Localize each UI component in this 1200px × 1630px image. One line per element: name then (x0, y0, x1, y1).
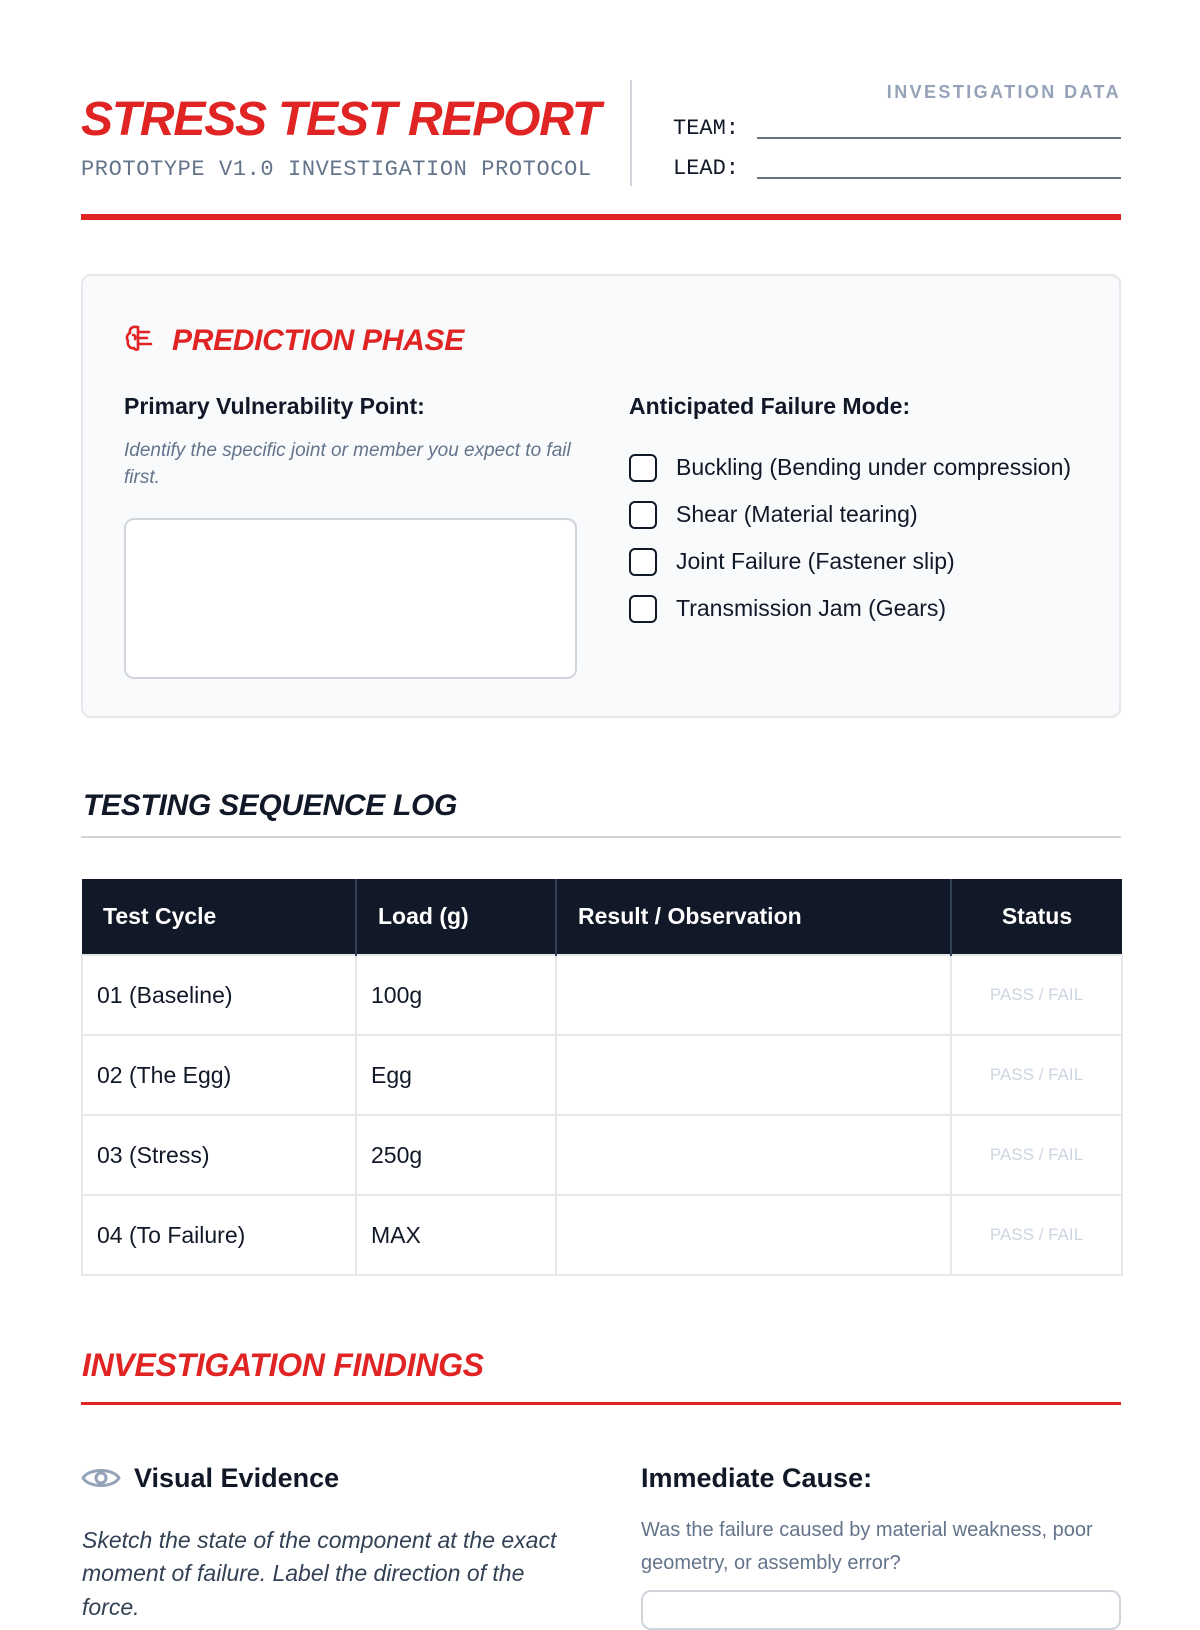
option-label: Buckling (Bending under compression) (676, 454, 1072, 480)
visual-evidence-text: Sketch the state of the component at the exact moment of failure. Label the direction of the force. (82, 1527, 557, 1620)
brain-icon (123, 322, 155, 354)
result-cell[interactable] (556, 1115, 951, 1195)
table-row (82, 1115, 1122, 1195)
lead-label: LEAD: (673, 156, 740, 181)
report-header (81, 78, 1121, 188)
vulnerability-label: Primary Vulnerability Point: (124, 393, 425, 419)
immediate-cause-title: Immediate Cause: (641, 1463, 873, 1493)
table-row (82, 1195, 1122, 1275)
prediction-title: PREDICTION PHASE (172, 324, 464, 357)
header-rule (81, 214, 1121, 220)
team-input-line[interactable] (757, 137, 1121, 139)
result-cell[interactable] (556, 1195, 951, 1275)
team-field[interactable] (673, 112, 1121, 142)
buckling-checkbox[interactable] (629, 454, 657, 482)
option-label: Joint Failure (Fastener slip) (676, 548, 955, 574)
findings-title: INVESTIGATION FINDINGS (82, 1347, 484, 1383)
test-cycle-cell: 03 (Stress) (82, 1115, 356, 1195)
lead-input-line[interactable] (757, 177, 1121, 179)
result-cell[interactable] (556, 955, 951, 1035)
column-header: Test Cycle (82, 879, 356, 955)
failure-mode-option-joint-failure[interactable] (629, 538, 1071, 585)
load-cell: 250g (356, 1115, 556, 1195)
eye-icon (81, 1463, 121, 1493)
load-cell: MAX (356, 1195, 556, 1275)
option-label: Transmission Jam (Gears) (676, 595, 947, 621)
table-row (82, 955, 1122, 1035)
page-title: STRESS TEST REPORT (81, 93, 600, 146)
test-cycle-cell: 02 (The Egg) (82, 1035, 356, 1115)
failure-mode-label: Anticipated Failure Mode: (629, 393, 911, 419)
testing-log-title: TESTING SEQUENCE LOG (83, 789, 458, 822)
status-cell[interactable]: PASS / FAIL (951, 955, 1122, 1035)
page-subtitle: PROTOTYPE V1.0 INVESTIGATION PROTOCOL (81, 157, 592, 182)
load-cell: Egg (356, 1035, 556, 1115)
table-row (82, 1035, 1122, 1115)
immediate-cause-text: Was the failure caused by material weakness, poor geometry, or assembly error? (641, 1519, 1093, 1574)
failure-mode-option-shear[interactable] (629, 491, 1071, 538)
test-cycle-cell: 04 (To Failure) (82, 1195, 356, 1275)
result-cell[interactable] (556, 1035, 951, 1115)
joint-failure-checkbox[interactable] (629, 548, 657, 576)
column-header: Load (g) (356, 879, 556, 955)
column-header: Status (951, 879, 1122, 955)
immediate-cause-input[interactable] (641, 1590, 1121, 1630)
load-cell: 100g (356, 955, 556, 1035)
status-cell[interactable]: PASS / FAIL (951, 1115, 1122, 1195)
test-cycle-cell: 01 (Baseline) (82, 955, 356, 1035)
failure-mode-option-buckling[interactable] (629, 444, 1071, 491)
column-header: Result / Observation (556, 879, 951, 955)
table-header-row (82, 879, 1122, 955)
status-cell[interactable]: PASS / FAIL (951, 1035, 1122, 1115)
lead-field[interactable] (673, 152, 1121, 182)
status-cell[interactable]: PASS / FAIL (951, 1195, 1122, 1275)
failure-mode-option-transmission-jam[interactable] (629, 585, 1071, 632)
vulnerability-input[interactable] (124, 518, 577, 679)
shear-checkbox[interactable] (629, 501, 657, 529)
prediction-card (81, 274, 1121, 718)
failure-mode-options (629, 444, 1071, 632)
team-label: TEAM: (673, 116, 740, 141)
testing-log-table (81, 879, 1123, 1276)
vulnerability-hint: Identify the specific joint or member you expect to fail first. (124, 440, 571, 488)
findings-rule (81, 1402, 1121, 1405)
header-divider (630, 80, 632, 186)
visual-evidence-title: Visual Evidence (134, 1463, 340, 1493)
testing-log-rule (81, 836, 1121, 838)
transmission-jam-checkbox[interactable] (629, 595, 657, 623)
investigation-data-label: INVESTIGATION DATA (886, 82, 1121, 102)
option-label: Shear (Material tearing) (676, 501, 918, 527)
